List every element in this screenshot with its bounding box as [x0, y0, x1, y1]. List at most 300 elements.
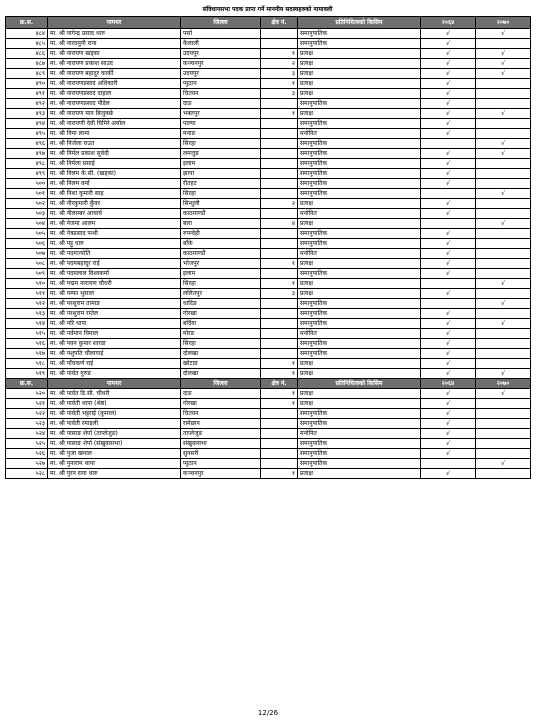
- cell-year-2070: √: [476, 219, 531, 229]
- cell-constituency: १: [261, 49, 298, 59]
- header-cell: २०६४: [421, 379, 476, 389]
- cell-serial: ४९७: [6, 149, 48, 159]
- cell-district: भक्तपुर: [181, 109, 261, 119]
- cell-year-2070: √: [476, 319, 531, 329]
- cell-name: मा. श्री पद्मम नारायण चौधरी: [48, 279, 181, 289]
- cell-district: सिरहा: [181, 339, 261, 349]
- cell-name: मा. श्री नारायणप्रसाद पौडेल: [48, 99, 181, 109]
- cell-district: बारा: [181, 219, 261, 229]
- cell-year-2070: [476, 119, 531, 129]
- table-row: [6, 189, 531, 199]
- cell-name: मा. श्री निशा कुमारी साह: [48, 189, 181, 199]
- cell-serial: ४९९: [6, 169, 48, 179]
- cell-name: मा. श्री पम्फा भुसाल: [48, 289, 181, 299]
- cell-district: संखुवासभा: [181, 439, 261, 449]
- cell-constituency: [261, 329, 298, 339]
- cell-representation: समानुपातिक: [298, 439, 421, 449]
- header-representation: प्रतिनिधित्वको किसिम: [298, 17, 421, 29]
- cell-name: मा. श्री नेत्रप्रसाद पन्थी: [48, 229, 181, 239]
- cell-serial: ५०६: [6, 239, 48, 249]
- cell-serial: ५१२: [6, 299, 48, 309]
- cell-name: मा. श्री पर्वमान घिमाल: [48, 329, 181, 339]
- cell-representation: प्रत्यक्ष: [298, 259, 421, 269]
- cell-district: कैलाली: [181, 39, 261, 49]
- table-row: [6, 429, 531, 439]
- cell-district: खोटाङ: [181, 359, 261, 369]
- cell-year-2070: [476, 399, 531, 409]
- table-row: [6, 79, 531, 89]
- cell-constituency: [261, 429, 298, 439]
- cell-name: मा. श्री पार्वती रमाइली: [48, 419, 181, 429]
- header-cell: नामथर: [48, 379, 181, 389]
- cell-district: चितवन: [181, 89, 261, 99]
- cell-district: गोरखा: [181, 309, 261, 319]
- table-row: [6, 89, 531, 99]
- table-row: [6, 409, 531, 419]
- cell-representation: समानुपातिक: [298, 299, 421, 309]
- cell-serial: ५०२: [6, 199, 48, 209]
- cell-year-2064: [421, 139, 476, 149]
- cell-name: मा. श्री पशुपति चौलागाई: [48, 349, 181, 359]
- cell-name: मा. श्री निलम वर्मा: [48, 179, 181, 189]
- cell-year-2070: √: [476, 69, 531, 79]
- table-row: [6, 159, 531, 169]
- cell-district: गोरखा: [181, 399, 261, 409]
- cell-constituency: ४: [261, 219, 298, 229]
- cell-representation: समानुपातिक: [298, 269, 421, 279]
- cell-constituency: [261, 239, 298, 249]
- table-row: [6, 179, 531, 189]
- cell-serial: ५१९: [6, 369, 48, 379]
- cell-representation: समानुपातिक: [298, 309, 421, 319]
- cell-year-2064: √: [421, 309, 476, 319]
- cell-year-2064: √: [421, 439, 476, 449]
- cell-name: मा. श्री नारायण बहादुर कार्की: [48, 69, 181, 79]
- cell-district: दोलखा: [181, 349, 261, 359]
- cell-year-2064: √: [421, 89, 476, 99]
- cell-year-2064: √: [421, 199, 476, 209]
- table-row: [6, 369, 531, 379]
- cell-name: मा. श्री पदमलाल विश्वकर्मा: [48, 269, 181, 279]
- cell-representation: समानुपातिक: [298, 229, 421, 239]
- cell-year-2070: [476, 79, 531, 89]
- cell-year-2070: [476, 269, 531, 279]
- cell-year-2064: √: [421, 239, 476, 249]
- cell-year-2064: [421, 279, 476, 289]
- cell-district: काठमाण्डौं: [181, 249, 261, 259]
- cell-constituency: [261, 129, 298, 139]
- cell-year-2064: √: [421, 179, 476, 189]
- cell-serial: ४९३: [6, 109, 48, 119]
- cell-serial: ५१८: [6, 359, 48, 369]
- cell-constituency: [261, 119, 298, 129]
- cell-constituency: ३: [261, 89, 298, 99]
- cell-serial: ४८९: [6, 69, 48, 79]
- cell-year-2070: [476, 159, 531, 169]
- cell-representation: समानुपातिक: [298, 149, 421, 159]
- cell-constituency: [261, 139, 298, 149]
- cell-constituency: [261, 249, 298, 259]
- cell-year-2064: √: [421, 389, 476, 399]
- cell-name: मा. श्री नागेन्द्र प्रसाद थारु: [48, 29, 181, 39]
- cell-name: मा. श्री परशुराम रम्तेल: [48, 309, 181, 319]
- table-row: [6, 109, 531, 119]
- table-row: [6, 99, 531, 109]
- cell-year-2070: [476, 39, 531, 49]
- table-row: [6, 309, 531, 319]
- table-header-row-repeat: [6, 379, 531, 389]
- cell-representation: प्रत्यक्ष: [298, 289, 421, 299]
- cell-year-2070: √: [476, 149, 531, 159]
- cell-name: मा. श्री नारायण मान बिजुक्छे: [48, 109, 181, 119]
- table-row: [6, 119, 531, 129]
- table-row: [6, 349, 531, 359]
- cell-year-2064: √: [421, 99, 476, 109]
- cell-year-2064: √: [421, 69, 476, 79]
- cell-representation: समानुपातिक: [298, 349, 421, 359]
- header-cell: जिल्ला: [181, 379, 261, 389]
- cell-name: मा. श्री पट्टु धारु: [48, 239, 181, 249]
- cell-representation: समानुपातिक: [298, 169, 421, 179]
- cell-constituency: [261, 189, 298, 199]
- cell-name: मा. श्री नारायणप्रसाद अधिकारी: [48, 79, 181, 89]
- cell-name: मा. श्री निलम के.सी. (खड्का): [48, 169, 181, 179]
- cell-name: मा. श्री निमा लामा: [48, 129, 181, 139]
- cell-representation: मनोनित: [298, 249, 421, 259]
- cell-year-2070: [476, 89, 531, 99]
- cell-year-2070: [476, 199, 531, 209]
- cell-constituency: ३: [261, 69, 298, 79]
- cell-constituency: [261, 319, 298, 329]
- cell-representation: प्रत्यक्ष: [298, 69, 421, 79]
- cell-serial: ५०४: [6, 219, 48, 229]
- table-row: [6, 439, 531, 449]
- cell-district: उदयपुर: [181, 69, 261, 79]
- cell-year-2064: √: [421, 29, 476, 39]
- cell-constituency: २: [261, 199, 298, 209]
- cell-constituency: [261, 39, 298, 49]
- cell-year-2064: √: [421, 159, 476, 169]
- cell-serial: ५२८: [6, 469, 48, 479]
- cell-representation: प्रत्यक्ष: [298, 279, 421, 289]
- table-row: [6, 59, 531, 69]
- cell-constituency: १: [261, 369, 298, 379]
- cell-district: झापा: [181, 169, 261, 179]
- cell-serial: ५०१: [6, 189, 48, 199]
- table-row: [6, 29, 531, 39]
- cell-year-2064: √: [421, 419, 476, 429]
- cell-name: मा. श्री नारायण प्रकाश साउद: [48, 59, 181, 69]
- cell-representation: प्रत्यक्ष: [298, 359, 421, 369]
- cell-serial: ५१३: [6, 309, 48, 319]
- cell-year-2064: √: [421, 359, 476, 369]
- cell-name: मा. श्री पदमज्योति: [48, 249, 181, 259]
- cell-year-2070: [476, 439, 531, 449]
- cell-name: मा. श्री नारायण खड्का: [48, 49, 181, 59]
- cell-district: प्युठान: [181, 459, 261, 469]
- cell-year-2070: [476, 129, 531, 139]
- cell-year-2064: √: [421, 209, 476, 219]
- cell-name: मा. श्री पासाङ शेर्पा (संखुवासभा): [48, 439, 181, 449]
- cell-serial: ५०३: [6, 209, 48, 219]
- cell-name: मा. श्री पुनाराम थापा: [48, 459, 181, 469]
- table-body: [6, 29, 531, 479]
- cell-year-2070: [476, 209, 531, 219]
- cell-serial: ५१७: [6, 349, 48, 359]
- table-header-row: [6, 17, 531, 29]
- cell-constituency: ३: [261, 289, 298, 299]
- cell-district: इलाम: [181, 159, 261, 169]
- cell-representation: प्रत्यक्ष: [298, 469, 421, 479]
- cell-year-2064: √: [421, 39, 476, 49]
- cell-representation: समानुपातिक: [298, 139, 421, 149]
- cell-serial: ५२४: [6, 429, 48, 439]
- cell-year-2064: √: [421, 249, 476, 259]
- cell-serial: ४९०: [6, 79, 48, 89]
- cell-district: रामेछाप: [181, 419, 261, 429]
- cell-year-2070: √: [476, 29, 531, 39]
- cell-name: मा. श्री नारदमुनी राना: [48, 39, 181, 49]
- cell-year-2064: √: [421, 119, 476, 129]
- cell-year-2064: √: [421, 109, 476, 119]
- cell-name: मा. श्री पदमबहादुर राई: [48, 259, 181, 269]
- cell-year-2064: √: [421, 289, 476, 299]
- cell-name: मा. श्री पासाङ शेर्पा (ताप्लेजुङ): [48, 429, 181, 439]
- header-cell: २०७०: [476, 379, 531, 389]
- cell-serial: ५२२: [6, 409, 48, 419]
- cell-year-2070: [476, 359, 531, 369]
- cell-serial: ५११: [6, 289, 48, 299]
- table-row: [6, 389, 531, 399]
- cell-name: मा. श्री नारायणी देवी घिमिरे अर्याल: [48, 119, 181, 129]
- cell-constituency: [261, 209, 298, 219]
- cell-name: मा. श्री पार्वती थापा (श्रेष्ठ): [48, 399, 181, 409]
- cell-constituency: [261, 159, 298, 169]
- cell-constituency: [261, 419, 298, 429]
- cell-serial: ५१४: [6, 319, 48, 329]
- cell-year-2064: [421, 189, 476, 199]
- cell-serial: ५२३: [6, 419, 48, 429]
- cell-constituency: [261, 309, 298, 319]
- cell-constituency: [261, 409, 298, 419]
- table-row: [6, 239, 531, 249]
- cell-year-2070: [476, 429, 531, 439]
- page-number: 12/26: [257, 709, 279, 717]
- cell-year-2064: √: [421, 319, 476, 329]
- cell-representation: समानुपातिक: [298, 319, 421, 329]
- table-row: [6, 139, 531, 149]
- cell-representation: प्रत्यक्ष: [298, 389, 421, 399]
- cell-representation: प्रत्यक्ष: [298, 109, 421, 119]
- cell-district: दाङ: [181, 99, 261, 109]
- cell-representation: समानुपातिक: [298, 339, 421, 349]
- cell-representation: समानुपातिक: [298, 119, 421, 129]
- cell-year-2064: √: [421, 59, 476, 69]
- cell-serial: ४९२: [6, 99, 48, 109]
- header-name: नामथर: [48, 17, 181, 29]
- cell-representation: मनोनित: [298, 209, 421, 219]
- cell-serial: ५१०: [6, 279, 48, 289]
- cell-year-2070: [476, 329, 531, 339]
- cell-year-2064: √: [421, 399, 476, 409]
- table-row: [6, 49, 531, 59]
- cell-name: मा. श्री परि थापा: [48, 319, 181, 329]
- cell-representation: मनोनित: [298, 129, 421, 139]
- cell-name: मा. श्री नारायणप्रसाद दाहाल: [48, 89, 181, 99]
- cell-serial: ५२५: [6, 439, 48, 449]
- cell-year-2070: √: [476, 279, 531, 289]
- cell-year-2064: √: [421, 349, 476, 359]
- cell-representation: समानुपातिक: [298, 419, 421, 429]
- table-row: [6, 229, 531, 239]
- cell-representation: समानुपातिक: [298, 459, 421, 469]
- cell-serial: ५०७: [6, 249, 48, 259]
- cell-year-2070: [476, 449, 531, 459]
- cell-district: सिरहा: [181, 279, 261, 289]
- table-row: [6, 459, 531, 469]
- cell-district: सिरहा: [181, 189, 261, 199]
- cell-serial: ५२१: [6, 399, 48, 409]
- cell-year-2064: √: [421, 449, 476, 459]
- header-cell: प्रतिनिधित्वको किसिम: [298, 379, 421, 389]
- cell-representation: प्रत्यक्ष: [298, 89, 421, 99]
- cell-representation: समानुपातिक: [298, 239, 421, 249]
- table-row: [6, 269, 531, 279]
- cell-year-2064: √: [421, 79, 476, 89]
- cell-district: ललितपुर: [181, 289, 261, 299]
- cell-serial: ४८५: [6, 39, 48, 49]
- cell-name: मा. श्री नीलाम्बर आचार्य: [48, 209, 181, 219]
- header-serial: क्र.स.: [6, 17, 48, 29]
- cell-year-2064: √: [421, 469, 476, 479]
- cell-year-2064: [421, 219, 476, 229]
- cell-constituency: १: [261, 359, 298, 369]
- cell-district: पर्सा: [181, 29, 261, 39]
- cell-district: प्युठान: [181, 79, 261, 89]
- table-row: [6, 199, 531, 209]
- cell-year-2064: √: [421, 169, 476, 179]
- cell-name: मा. श्री पुरन राना थारु: [48, 469, 181, 479]
- cell-representation: प्रत्यक्ष: [298, 49, 421, 59]
- table-row: [6, 69, 531, 79]
- cell-serial: ५००: [6, 179, 48, 189]
- cell-serial: ४९८: [6, 159, 48, 169]
- cell-district: दोलखा: [181, 369, 261, 379]
- cell-district: बाँके: [181, 239, 261, 249]
- cell-serial: ४८६: [6, 49, 48, 59]
- cell-year-2070: √: [476, 459, 531, 469]
- table-row: [6, 339, 531, 349]
- cell-year-2070: [476, 469, 531, 479]
- cell-name: मा. श्री पार्वती भट्टराई (कुमाल): [48, 409, 181, 419]
- cell-serial: ४८४: [6, 29, 48, 39]
- cell-constituency: [261, 269, 298, 279]
- table-row: [6, 319, 531, 329]
- cell-name: मा. श्री परशुराम तामाङ: [48, 299, 181, 309]
- table-row: [6, 259, 531, 269]
- cell-year-2070: [476, 349, 531, 359]
- cell-representation: समानुपातिक: [298, 179, 421, 189]
- table-row: [6, 279, 531, 289]
- table-row: [6, 299, 531, 309]
- header-constituency: क्षेत्र नं.: [261, 17, 298, 29]
- cell-constituency: [261, 299, 298, 309]
- header-year-2070: २०७०: [476, 17, 531, 29]
- cell-district: काठमाण्डौं: [181, 209, 261, 219]
- cell-year-2064: √: [421, 369, 476, 379]
- cell-name: मा. श्री पुजा खनाल: [48, 449, 181, 459]
- cell-name: मा. श्री नीरकुमारी कुँवर: [48, 199, 181, 209]
- cell-year-2070: [476, 309, 531, 319]
- cell-constituency: १: [261, 79, 298, 89]
- table-row: [6, 399, 531, 409]
- cell-year-2070: √: [476, 369, 531, 379]
- cell-constituency: [261, 229, 298, 239]
- table-row: [6, 129, 531, 139]
- table-row: [6, 469, 531, 479]
- cell-district: कञ्चनपुर: [181, 469, 261, 479]
- cell-district: ताप्लेजुङ: [181, 429, 261, 439]
- cell-year-2070: [476, 409, 531, 419]
- cell-constituency: [261, 29, 298, 39]
- cell-year-2070: √: [476, 299, 531, 309]
- cell-district: सिन्धुली: [181, 199, 261, 209]
- cell-year-2070: √: [476, 139, 531, 149]
- cell-year-2070: [476, 99, 531, 109]
- cell-serial: ५०८: [6, 259, 48, 269]
- cell-serial: ४८७: [6, 59, 48, 69]
- cell-constituency: [261, 439, 298, 449]
- table-row: [6, 289, 531, 299]
- cell-constituency: [261, 149, 298, 159]
- cell-district: इलाम: [181, 269, 261, 279]
- cell-year-2070: √: [476, 49, 531, 59]
- header-year-2064: २०६४: [421, 17, 476, 29]
- cell-year-2070: √: [476, 59, 531, 69]
- cell-district: सुनसरी: [181, 449, 261, 459]
- cell-representation: मनोनित: [298, 429, 421, 439]
- cell-year-2070: [476, 289, 531, 299]
- cell-year-2064: [421, 459, 476, 469]
- cell-district: कञ्चनपुर: [181, 59, 261, 69]
- cell-representation: मनोनित: [298, 329, 421, 339]
- cell-year-2064: √: [421, 149, 476, 159]
- cell-year-2064: √: [421, 229, 476, 239]
- cell-year-2064: √: [421, 49, 476, 59]
- table-row: [6, 209, 531, 219]
- cell-name: मा. श्री निर्जला राउत: [48, 139, 181, 149]
- cell-constituency: १: [261, 259, 298, 269]
- cell-serial: ४९६: [6, 139, 48, 149]
- cell-district: सिरहा: [181, 139, 261, 149]
- members-table: [5, 16, 531, 479]
- cell-district: भोजपुर: [181, 259, 261, 269]
- cell-representation: प्रत्यक्ष: [298, 399, 421, 409]
- cell-serial: ५०९: [6, 269, 48, 279]
- table-row: [6, 329, 531, 339]
- cell-year-2070: [476, 179, 531, 189]
- cell-district: उदयपुर: [181, 49, 261, 59]
- cell-district: रुपन्देही: [181, 229, 261, 239]
- cell-representation: समानुपातिक: [298, 39, 421, 49]
- cell-constituency: १: [261, 279, 298, 289]
- table-row: [6, 219, 531, 229]
- cell-representation: समानुपातिक: [298, 29, 421, 39]
- cell-name: मा. श्री पवन कुमार शारडा: [48, 339, 181, 349]
- cell-representation: प्रत्यक्ष: [298, 219, 421, 229]
- cell-district: पाल्पा: [181, 119, 261, 129]
- cell-serial: ४९४: [6, 119, 48, 129]
